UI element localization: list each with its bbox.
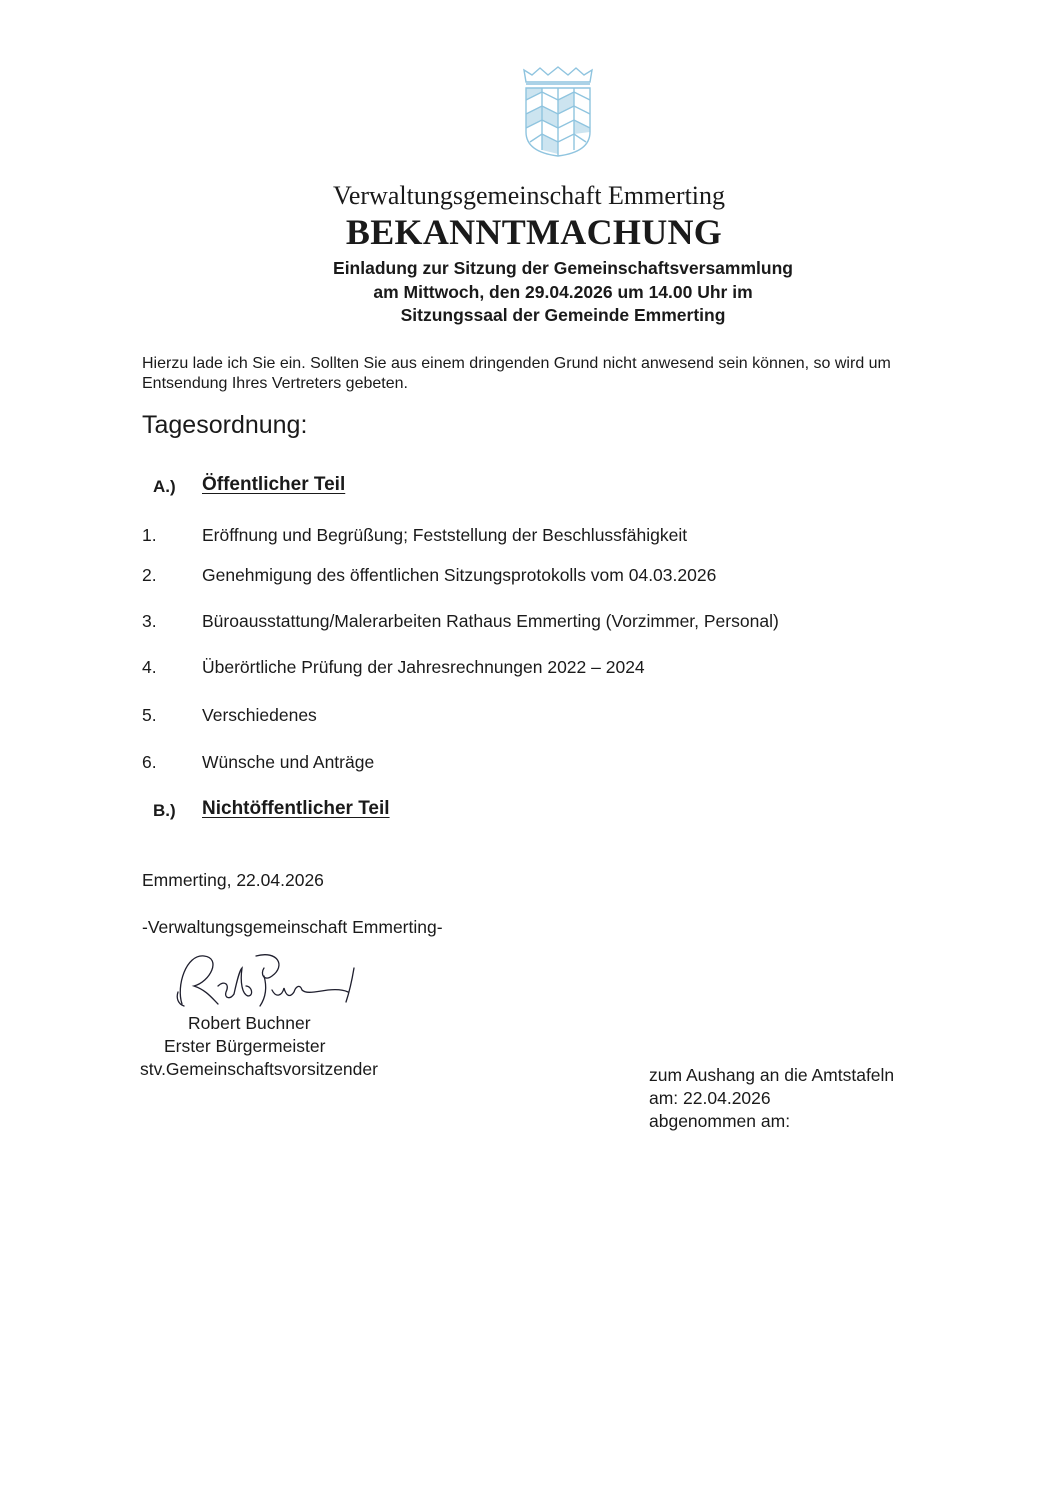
- footer-organization: -Verwaltungsgemeinschaft Emmerting-: [142, 917, 443, 937]
- section-a-title: Öffentlicher Teil: [202, 474, 346, 495]
- subtitle-line-1: Einladung zur Sitzung der Gemeinschaftsversammlung: [333, 258, 793, 278]
- agenda-item-number: 6.: [142, 752, 157, 772]
- signer-name: Robert Buchner: [188, 1013, 311, 1033]
- agenda-item-text: Überörtliche Prüfung der Jahresrechnungen 2022 – 2024: [202, 657, 645, 677]
- agenda-item-number: 4.: [142, 657, 157, 677]
- section-b-title: Nichtöffentlicher Teil: [202, 798, 390, 819]
- section-b-letter: B.): [153, 801, 176, 820]
- agenda-item-number: 2.: [142, 565, 157, 585]
- agenda-item-text: Büroausstattung/Malerarbeiten Rathaus Emmerting (Vorzimmer, Personal): [202, 611, 779, 631]
- removed-on: abgenommen am:: [649, 1111, 791, 1131]
- bavarian-crest-icon: [520, 66, 596, 158]
- subtitle-line-3: Sitzungssaal der Gemeinde Emmerting: [400, 305, 726, 325]
- agenda-item-text: Genehmigung des öffentlichen Sitzungsprotokolls vom 04.03.2026: [202, 565, 717, 585]
- agenda-item-text: Verschiedenes: [202, 705, 317, 725]
- agenda-item-text: Eröffnung und Begrüßung; Feststellung der Beschlussfähigkeit: [202, 525, 688, 545]
- agenda-item-number: 5.: [142, 705, 157, 725]
- agenda-heading: Tagesordnung:: [142, 411, 308, 439]
- organization-name: Verwaltungsgemeinschaft Emmerting: [332, 181, 726, 210]
- document-title: BEKANNTMACHUNG: [345, 212, 723, 252]
- agenda-item-number: 3.: [142, 611, 157, 631]
- intro-paragraph: Hierzu lade ich Sie ein. Sollten Sie aus einem dringenden Grund nicht anwesend sein können, so wird um Entsendung Ihres Vertreters gebeten.: [142, 355, 891, 392]
- place-date: Emmerting, 22.04.2026: [142, 870, 324, 890]
- signer-role: Erster Bürgermeister: [164, 1036, 326, 1056]
- agenda-item-number: 1.: [142, 525, 157, 545]
- posting-label: zum Aushang an die Amtstafeln: [649, 1065, 895, 1085]
- agenda-item-text: Wünsche und Anträge: [202, 752, 375, 772]
- section-a-letter: A.): [153, 477, 176, 496]
- signature-icon: [168, 946, 368, 1016]
- posted-on: am: 22.04.2026: [649, 1088, 771, 1108]
- subtitle-line-2: am Mittwoch, den 29.04.2026 um 14.00 Uhr im: [373, 282, 753, 302]
- signer-function: stv.Gemeinschaftsvorsitzender: [140, 1059, 378, 1079]
